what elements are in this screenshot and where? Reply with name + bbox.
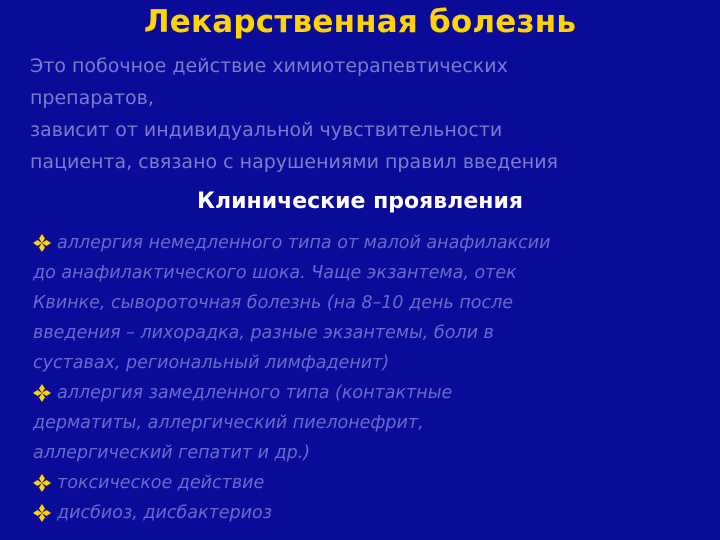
four-diamond-bullet-icon [33,384,53,402]
list-item-first-line [33,378,693,408]
intro-line: зависит от индивидуальной чувствительности [30,119,503,141]
four-diamond-bullet-icon [33,234,53,252]
list-item-first-line [33,228,693,258]
section-subtitle: Клинические проявления [196,189,523,214]
intro-paragraph [30,50,710,178]
list-item-first-line [33,498,693,528]
list-item [33,378,693,468]
list-item-line: токсическое действие [57,473,265,493]
list-item-line: Квинке, сывороточная болезнь (на 8–10 день после [33,293,514,313]
four-diamond-bullet-icon [33,474,53,492]
list-item-line: аллергический гепатит и др.) [33,443,311,463]
slide-title: Лекарственная болезнь [143,4,577,40]
list-item-line: до анафилактического шока. Чаще экзантема, отек [33,263,517,283]
intro-line: пациента, связано с нарушениями правил введения [30,151,558,173]
list-item [33,498,693,528]
list-item-line: аллергия замедленного типа (контактные [57,383,453,403]
list-item [33,468,693,498]
list-item-first-line [33,468,693,498]
list-item-line: дерматиты, аллергический пиелонефрит, [33,413,424,433]
intro-line: Это побочное действие химиотерапевтических [30,55,508,77]
list-item-line: введения – лихорадка, разные экзантемы, боли в [33,323,494,343]
list-item [33,228,693,378]
list-item-line: дисбиоз, дисбактериоз [57,503,273,523]
intro-line: препаратов, [30,87,154,109]
four-diamond-bullet-icon [33,504,53,522]
list-item-line: аллергия немедленного типа от малой анафилаксии [57,233,551,253]
manifestations-list [33,228,693,528]
list-item-line: суставах, региональный лимфаденит) [33,353,390,373]
